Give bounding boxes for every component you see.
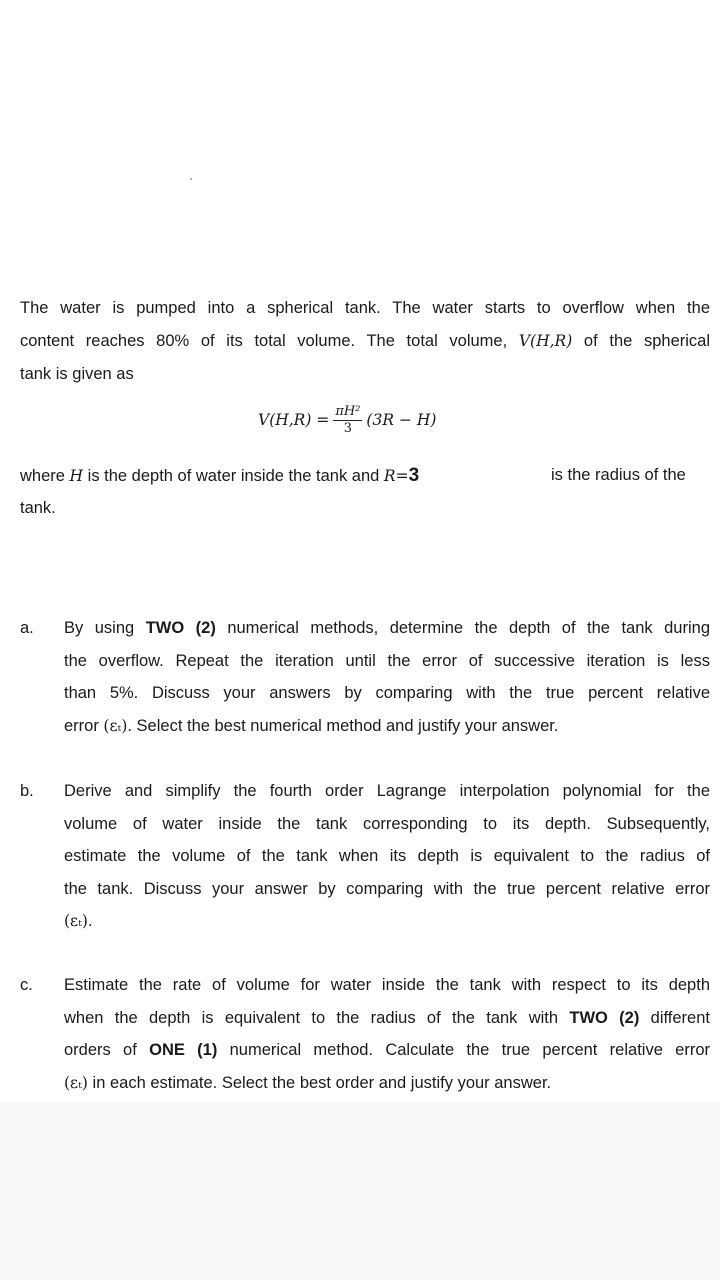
intro-line-2	[20, 325, 710, 358]
question-marker: c.	[20, 976, 33, 994]
question-body	[64, 775, 710, 938]
variable-r: R=	[383, 467, 409, 485]
text: .	[87, 912, 93, 930]
bottom-blank-area	[0, 1102, 720, 1280]
where-paragraph	[20, 459, 710, 525]
emphasis: TWO (2)	[145, 619, 216, 637]
question-marker: b.	[20, 782, 34, 800]
variable-h: H	[69, 467, 84, 485]
radius-value: 3	[408, 465, 420, 486]
stray-dot	[190, 178, 192, 180]
true-error-symbol: (εₜ)	[103, 716, 128, 735]
question-line	[64, 612, 710, 645]
text: different	[639, 1008, 710, 1027]
text: when the depth is equivalent to the radius of the tank with	[64, 1008, 570, 1027]
question-line: the tank. Discuss your answer by comparing with the true percent relative error	[64, 879, 710, 898]
where-text: is the radius of the	[551, 466, 686, 484]
text: . Select the best numerical method and justify your answer.	[127, 716, 559, 735]
question-line	[64, 905, 710, 938]
where-text: is the depth of water inside the tank and	[83, 467, 384, 485]
where-text: where	[20, 467, 70, 485]
question-line: estimate the volume of the tank when its depth is equivalent to the radius of	[64, 847, 710, 865]
volume-equation	[258, 396, 436, 444]
equation-fraction	[333, 403, 362, 437]
emphasis: TWO (2)	[569, 1008, 640, 1027]
question-line: Estimate the rate of volume for water inside the tank with respect to its depth	[64, 976, 710, 994]
question-body	[64, 612, 710, 742]
text: numerical methods, determine the depth of the tank during	[215, 619, 710, 637]
intro-paragraph	[20, 292, 710, 391]
equation-rhs: (3R − H)	[366, 411, 437, 429]
intro-line-3: tank is given as	[20, 365, 134, 383]
question-marker: a.	[20, 619, 34, 637]
fraction-denominator: 3	[343, 421, 353, 436]
question-line	[64, 1067, 710, 1100]
question-line: than 5%. Discuss your answers by comparing with the true percent relative	[64, 684, 710, 702]
true-error-symbol: (εₜ)	[64, 912, 88, 930]
where-line-1	[20, 459, 710, 492]
true-error-symbol: (εₜ)	[64, 1073, 88, 1092]
text: error	[64, 716, 104, 735]
intro-line-1: The water is pumped into a spherical tank. The water starts to overflow when the	[20, 299, 710, 317]
volume-function: V(H,R)	[518, 332, 573, 350]
intro-text: of the spherical	[572, 332, 711, 350]
question-line	[64, 1002, 710, 1035]
text: By using	[64, 619, 146, 637]
text: in each estimate. Select the best order and justify your answer.	[87, 1073, 552, 1092]
question-body	[64, 969, 710, 1099]
where-line-2: tank.	[20, 499, 56, 517]
question-line	[64, 710, 710, 743]
emphasis: ONE (1)	[149, 1041, 218, 1059]
question-line	[64, 1034, 710, 1067]
equation-lhs: V(H,R) =	[258, 411, 330, 429]
question-line: the overflow. Repeat the iteration until the error of successive iteration is less	[64, 651, 710, 670]
fraction-numerator: πH²	[335, 404, 361, 419]
text: orders of	[64, 1041, 150, 1059]
intro-text: content reaches 80% of its total volume. The total volume,	[20, 332, 519, 350]
question-line: volume of water inside the tank corresponding to its depth. Subsequently,	[64, 814, 710, 833]
question-line: Derive and simplify the fourth order Lagrange interpolation polynomial for the	[64, 782, 710, 800]
text: numerical method. Calculate the true percent relative error	[217, 1041, 710, 1059]
